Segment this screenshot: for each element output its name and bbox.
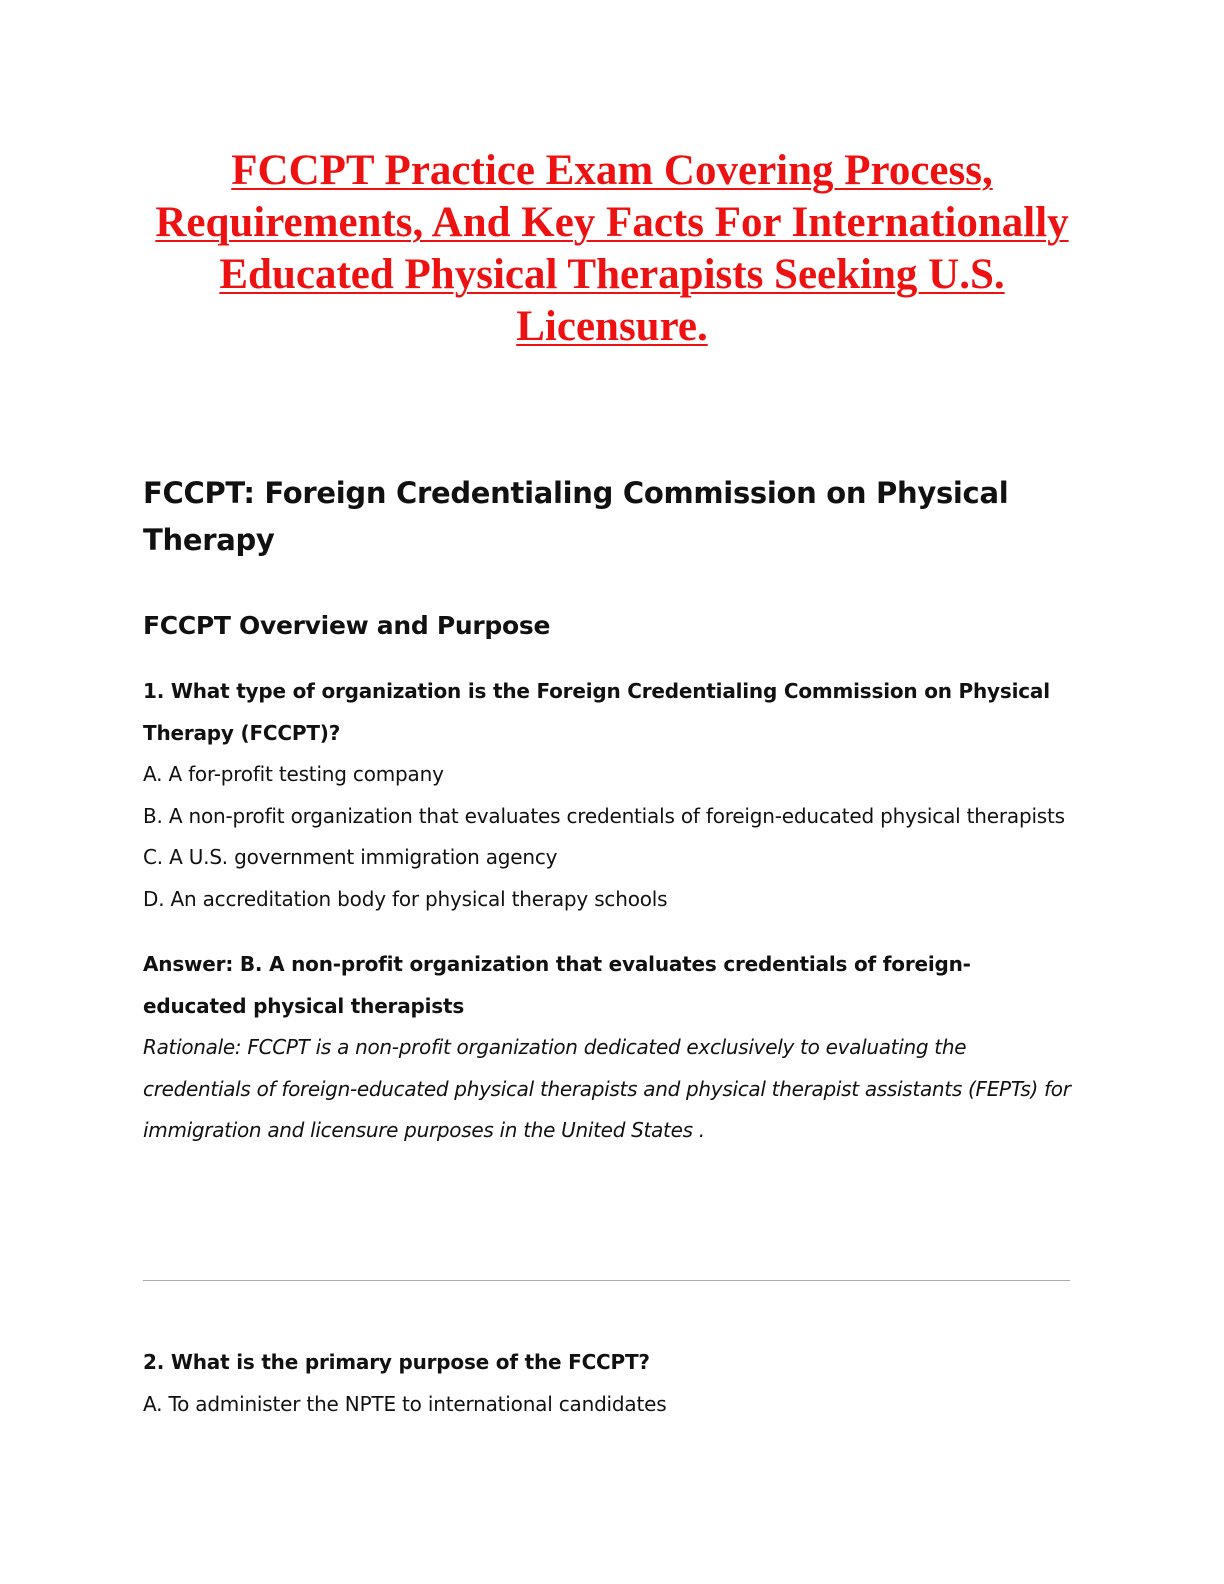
option-a: A. A for-profit testing company [143,762,444,786]
question-text: 1. What type of organization is the Foreign Credentialing Commission on Physical Therapy (FCCPT)? [143,679,1050,745]
answer-text: Answer: B. A non-profit organization that evaluates credentials of foreign-educated physical therapists [143,952,971,1018]
option-d: D. An accreditation body for physical therapy schools [143,886,668,911]
question-text: 2. What is the primary purpose of the FCCPT? [143,1350,650,1374]
option-b: B. A non-profit organization that evaluates credentials of foreign-educated physical therapists [143,803,1065,828]
question-block-1 [143,671,1073,1152]
option-a: A. To administer the NPTE to international candidates [143,1391,667,1416]
document-title: FCCPT Practice Exam Covering Process, Requirements, And Key Facts For Internationally Educated Physical Therapists Seeking U.S. Licensure. [155,147,1069,350]
section-divider [143,1280,1070,1281]
rationale-text: Rationale: FCCPT is a non-profit organization dedicated exclusively to evaluating the credentials of foreign-educated physical therapists and physical therapist assistants (FEPTs) for immigration and licensure purposes in the United States . [143,1035,1071,1142]
main-heading: FCCPT: Foreign Credentialing Commission on Physical Therapy [143,476,1009,557]
section-heading: FCCPT Overview and Purpose [143,611,551,640]
main-content [143,470,1073,1152]
question-block-2 [143,1342,1073,1425]
option-c: C. A U.S. government immigration agency [143,845,558,869]
